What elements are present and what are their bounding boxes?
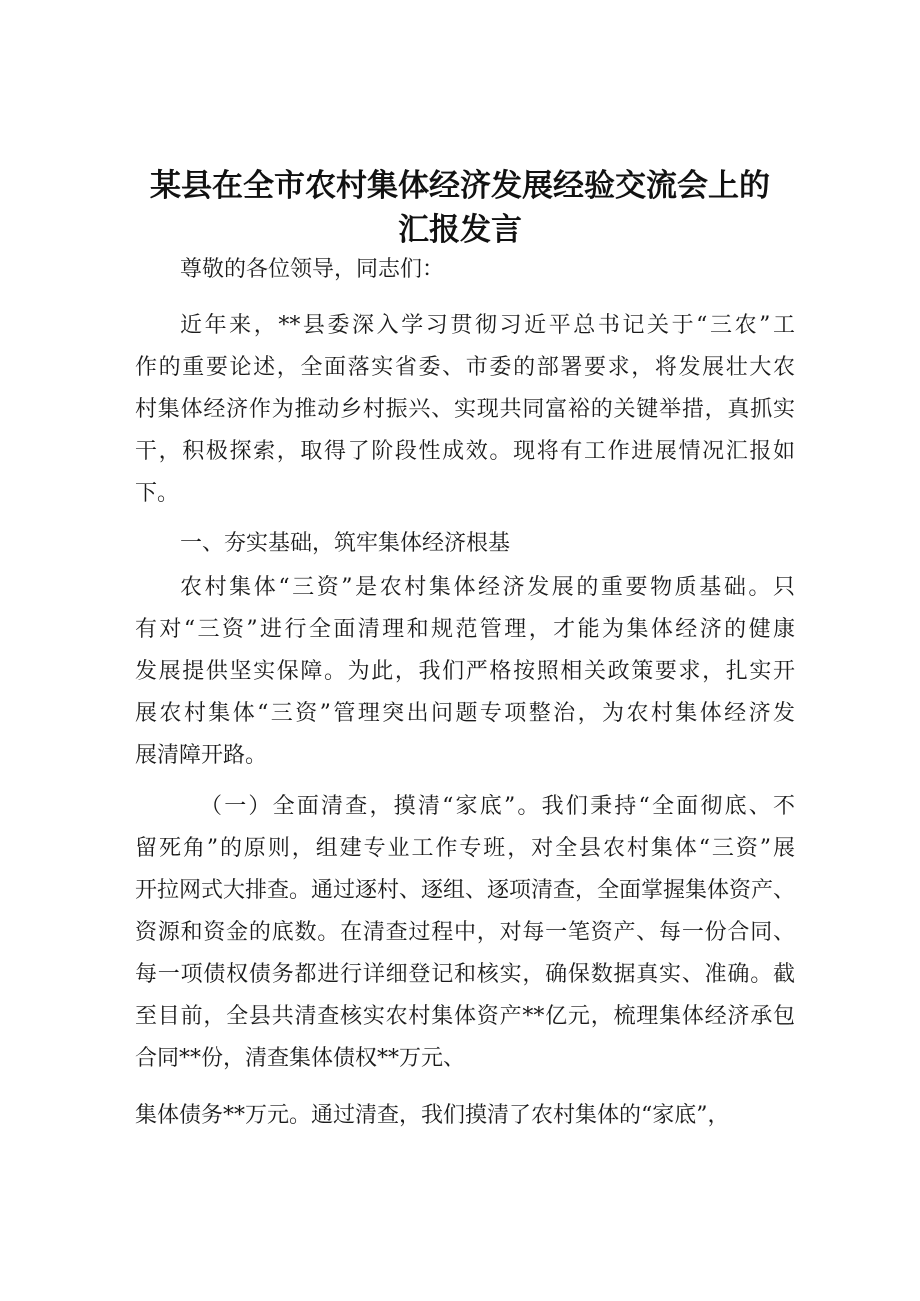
subsection-1-line: 合同**份，清查集体债权**万元、 [135, 1046, 466, 1071]
intro-line: 下。 [135, 481, 180, 506]
intro-line: 近年来，**县委深入学习贯彻习近平总书记关于“三农”工 [180, 313, 795, 338]
intro-line: 村集体经济作为推动乡村振兴、实现共同富裕的关键举措，真抓实 [135, 397, 795, 422]
section-1-line: 有对“三资”进行全面清理和规范管理，才能为集体经济的健康 [135, 617, 795, 642]
intro-line: 干，积极探索，取得了阶段性成效。现将有工作进展情况汇报如 [135, 439, 795, 464]
subsection-1-line: 每一项债权债务都进行详细登记和核实，确保数据真实、准确。截 [135, 962, 795, 987]
section-1-line: 展清障开路。 [135, 743, 268, 768]
document-title-line-2: 汇报发言 [398, 212, 522, 248]
subsection-1-line: 开拉网式大排查。通过逐村、逐组、逐项清查，全面掌握集体资产、 [135, 878, 796, 903]
section-1-line: 发展提供坚实保障。为此，我们严格按照相关政策要求，扎实开 [135, 659, 795, 684]
section-1-line: 农村集体“三资”是农村集体经济发展的重要物质基础。只 [180, 575, 795, 600]
subsection-1-line: 至目前，全县共清查核实农村集体资产**亿元，梳理集体经济承包 [135, 1004, 795, 1029]
subsection-1-line: 留死角”的原则，组建专业工作专班，对全县农村集体“三资”展 [135, 836, 795, 861]
subsection-1-line: （一）全面清查，摸清“家底”。我们秉持“全面彻底、不 [200, 794, 795, 819]
document-title-line-1: 某县在全市农村集体经济发展经验交流会上的 [150, 168, 770, 204]
section-1-heading: 一、夯实基础，筑牢集体经济根基 [180, 531, 511, 556]
intro-line: 作的重要论述，全面落实省委、市委的部署要求，将发展壮大农 [135, 355, 795, 380]
subsection-1-line: 资源和资金的底数。在清查过程中，对每一笔资产、每一份合同、 [135, 920, 795, 945]
section-1-line: 展农村集体“三资”管理突出问题专项整治，为农村集体经济发 [135, 701, 795, 726]
continuation-line: 集体债务**万元。通过清查，我们摸清了农村集体的“家底”， [135, 1103, 730, 1128]
salutation: 尊敬的各位领导，同志们： [180, 257, 445, 282]
